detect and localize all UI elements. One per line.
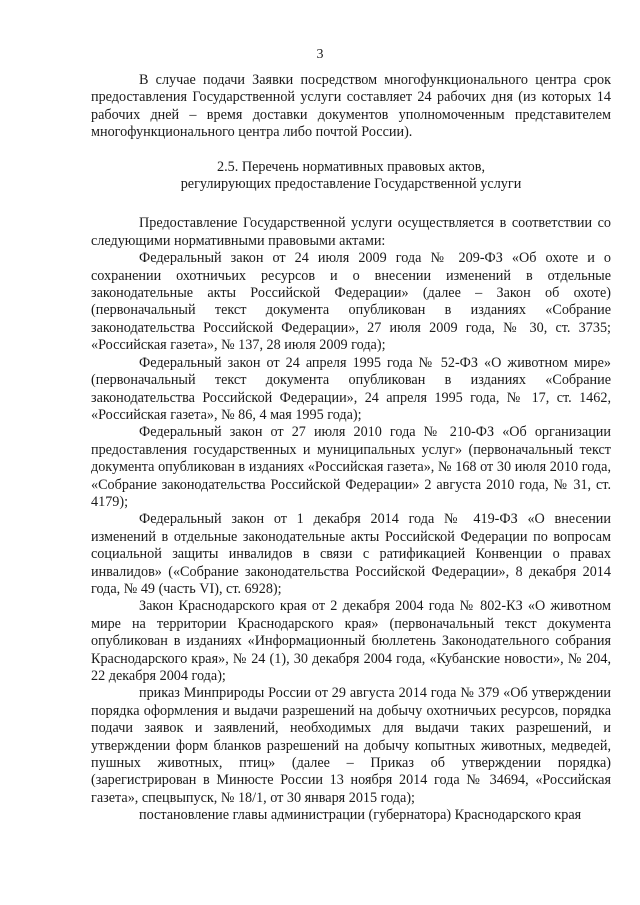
paragraph-order-379: приказ Минприроды России от 29 августа 2014 года № 379 «Об утверждении порядка оформления и выдачи разрешений на добычу охотничьих ресурсов, порядка подачи заявок и заявлений, необходимых для выдачи таких разрешений, и утверждении форм бланков разрешений на добычу копытных животных, медведей, пушных животных, птиц» (далее – Приказ об утверждении порядка) (зарегистрирован в Минюсте России 13 ноября 2014 года № 34694, «Российская газета», спецвыпуск, № 18/1, от 30 января 2015 года); <box>91 685 611 806</box>
document-body <box>91 72 611 825</box>
section-heading-line-2: регулирующих предоставление Государственной услуги <box>180 176 522 193</box>
paragraph-law-52: Федеральный закон от 24 апреля 1995 года № 52-ФЗ «О животном мире» (первоначальный текст документа опубликован в изданиях «Собрание законодательства Российской Федерации», 24 апреля 1995 года, № 17, ст. 1462, «Российская газета», № 86, 4 мая 1995 года); <box>91 354 611 423</box>
paragraph-law-419: Федеральный закон от 1 декабря 2014 года № 419-ФЗ «О внесении изменений в отдельные законодательные акты Российской Федерации по вопросам социальной защиты инвалидов в связи с ратификацией Конвенции о правах инвалидов» («Собрание законодательства Российской Федерации», 8 декабря 2014 года, № 49 (часть VI), ст. 6928); <box>91 511 611 597</box>
paragraph-mfc-deadline: В случае подачи Заявки посредством многофункционального центра срок предоставления Государственной услуги составляет 24 рабочих дня (из которых 14 рабочих дней – время доставки документов уполномоченным представителем многофункционального центра либо почтой России). <box>91 72 611 141</box>
section-heading-line-1: 2.5. Перечень нормативных правовых актов, <box>217 158 485 175</box>
paragraph-law-210: Федеральный закон от 27 июля 2010 года № 210-ФЗ «Об организации предоставления государственных и муниципальных услуг» (первоначальный текст документа опубликован в изданиях «Российская газета», № 168 от 30 июля 2010 года, «Собрание законодательства Российской Федерации» 2 августа 2010 года, № 31, ст. 4179); <box>91 424 611 510</box>
paragraph-law-209: Федеральный закон от 24 июля 2009 года № 209-ФЗ «Об охоте и о сохранении охотничьих ресурсов и о внесении изменений в отдельные законодательные акты Российской Федерации» (далее – Закон об охоте) (первоначальный текст документа опубликован в изданиях «Собрание законодательства Российской Федерации», 27 июля 2009 года, № 30, ст. 3735; «Российская газета», № 137, 28 июля 2009 года); <box>91 250 611 354</box>
paragraph-law-802-kz: Закон Краснодарского края от 2 декабря 2004 года № 802-КЗ «О животном мире на территории Краснодарского края» (первоначальный текст документа опубликован в изданиях «Информационный бюллетень Законодательного собрания Краснодарского края», № 24 (1), 30 декабря 2004 года, «Кубанские новости», № 204, 22 декабря 2004 года); <box>91 598 611 684</box>
paragraph-governor-resolution: постановление главы администрации (губернатора) Краснодарского края <box>139 807 582 824</box>
page-number: 3 <box>316 47 324 62</box>
paragraph-intro: Предоставление Государственной услуги осуществляется в соответствии со следующими нормативными правовыми актами: <box>91 215 611 249</box>
